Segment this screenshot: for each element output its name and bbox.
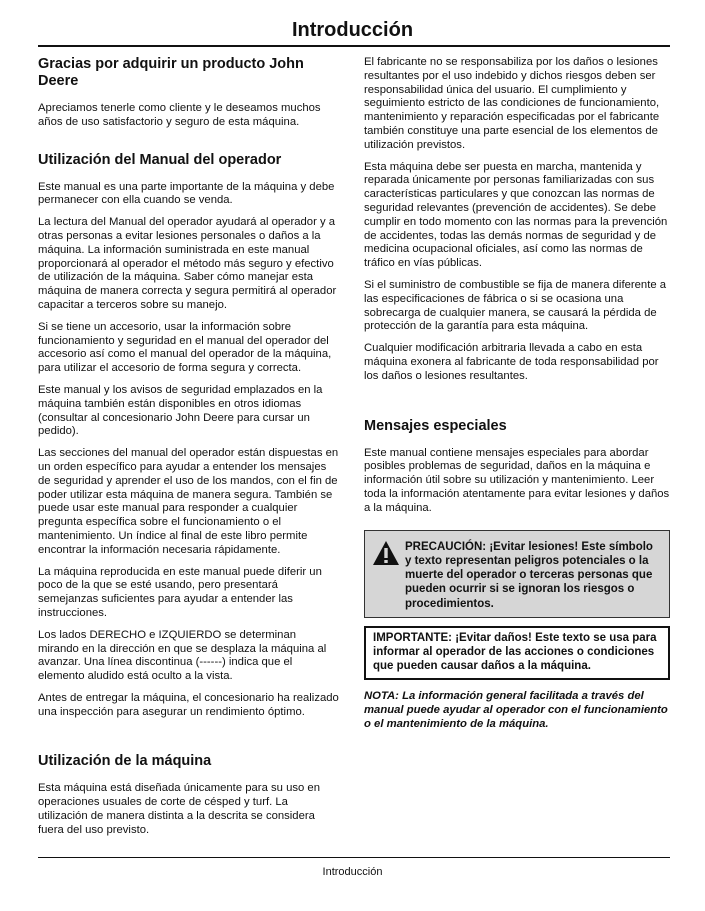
section-heading-machine-use: Utilización de la máquina [38, 753, 212, 770]
paragraph: Este manual y los avisos de seguridad emplazados en la máquina también están disponibles en otros idiomas (consultar al concesionario John Deere para cursar un pedido). [38, 383, 323, 438]
paragraph: El fabricante no se responsabiliza por los daños o lesiones resultantes por el uso indebido y dichos riesgos deben ser responsabilidad única del usuario. El cumplimiento y seguimiento estricto de las condiciones de funcionamiento, mantenimiento y reparación especificadas por el fabricante también constituye una parte esencial de los elementos de utilización previstos. [364, 56, 660, 151]
paragraph: Este manual es una parte importante de la máquina y debe permanecer con ella cuando se venda. [38, 180, 335, 207]
note-text: NOTA: La información general facilitada a través del manual puede ayudar al operador con el funcionamiento o el mantenimiento de la máquina. [364, 690, 668, 730]
important-box: IMPORTANTE: ¡Evitar daños! Este texto se usa para informar al operador de las acciones o condiciones que pueden causar daños a la máquina. [364, 626, 670, 680]
paragraph: Las secciones del manual del operador están dispuestas en un orden específico para ayudar a entender los mensajes de seguridad y aprender el uso de los mandos, con el fin de poder utilizar esta máquina de manera segura. También se puede usar este manual para responder a cualquier pregunta específica sobre el funcionamiento o el mantenimiento. Un índice al final de este libro permite encontrar la información necesaria rápidamente. [38, 447, 339, 556]
paragraph: La máquina reproducida en este manual puede diferir un poco de la que se esté usando, pero presentará semejanzas suficientes para ayudar a entender las instrucciones. [38, 565, 322, 619]
section-heading-special-messages: Mensajes especiales [364, 417, 507, 434]
paragraph: Antes de entregar la máquina, el concesionario ha realizado una inspección para asegurar un rendimiento óptimo. [38, 691, 339, 718]
paragraph: Esta máquina está diseñada únicamente para su uso en operaciones usuales de corte de césped y turf. La utilización de manera distinta a la descrita se considera fuera del uso previsto. [38, 782, 320, 836]
section-heading-manual-use: Utilización del Manual del operador [38, 151, 282, 168]
caution-box [364, 530, 670, 618]
paragraph: Esta máquina debe ser puesta en marcha, mantenida y reparada únicamente por personas familiarizadas con sus características particulares y que conozcan las normas de seguridad relevantes (prevención de accidentes). Se debe cumplir en todo momento con las normas para la prevención de accidentes, todas las demás normas de seguridad y de medicina ocupacional oficiales, así como las normas de tráfico en vías públicas. [364, 160, 668, 270]
paragraph: La lectura del Manual del operador ayudará al operador y a otras personas a evitar lesiones personales o daños a la máquina. La información suministrada en este manual proporcionará al operador el método más seguro y efectivo de utilización de la máquina. Saber cómo manejar esta máquina de manera correcta y segura permitirá al operador capacitar a terceros sobre su manejo. [38, 216, 337, 311]
warning-triangle-icon [372, 540, 400, 566]
paragraph: Apreciamos tenerle como cliente y le deseamos muchos años de uso satisfactorio y seguro de esta máquina. [38, 102, 321, 128]
caution-text: PRECAUCIÓN: ¡Evitar lesiones! Este símbolo y texto representan peligros potenciales o la muerte del operador o terceras personas que pueden ocurrir si se ignoran los riesgos o procedimientos. [405, 540, 653, 610]
footer-rule [38, 857, 670, 858]
left-column [38, 56, 339, 846]
right-column [364, 56, 670, 731]
paragraph: Este manual contiene mensajes especiales para abordar posibles problemas de seguridad, daños en la máquina e información útil sobre su utilización y mantenimiento. Leer toda la información atentamente para evitar lesiones y daños a la máquina. [364, 446, 670, 514]
paragraph: Cualquier modificación arbitraria llevada a cabo en esta máquina exonera al fabricante de toda responsabilidad por los daños o lesiones resultantes. [364, 342, 659, 382]
page-footer: Introducción [322, 866, 383, 878]
page-title: Introducción [291, 19, 414, 41]
paragraph: Si se tiene un accesorio, usar la información sobre funcionamiento y seguridad en el manual del operador del accesorio así como el manual del operador de la máquina, para utilizar el accesorio de forma segura y correcta. [38, 320, 332, 375]
paragraph: Si el suministro de combustible se fija de manera diferente a las especificaciones de fábrica o si se ocasiona una sobrecarga de cualquier manera, se causará la pérdida de protección de la garantía para esta máquina. [364, 278, 667, 333]
paragraph: Los lados DERECHO e IZQUIERDO se determinan mirando en la dirección en que se desplaza la máquina al avanzar. Una línea discontinua (------) indica que el elemento aludido está oculto a la vista. [38, 628, 327, 683]
header-rule [38, 45, 670, 47]
section-heading-thanks: Gracias por adquirir un producto John Deere [38, 56, 304, 89]
